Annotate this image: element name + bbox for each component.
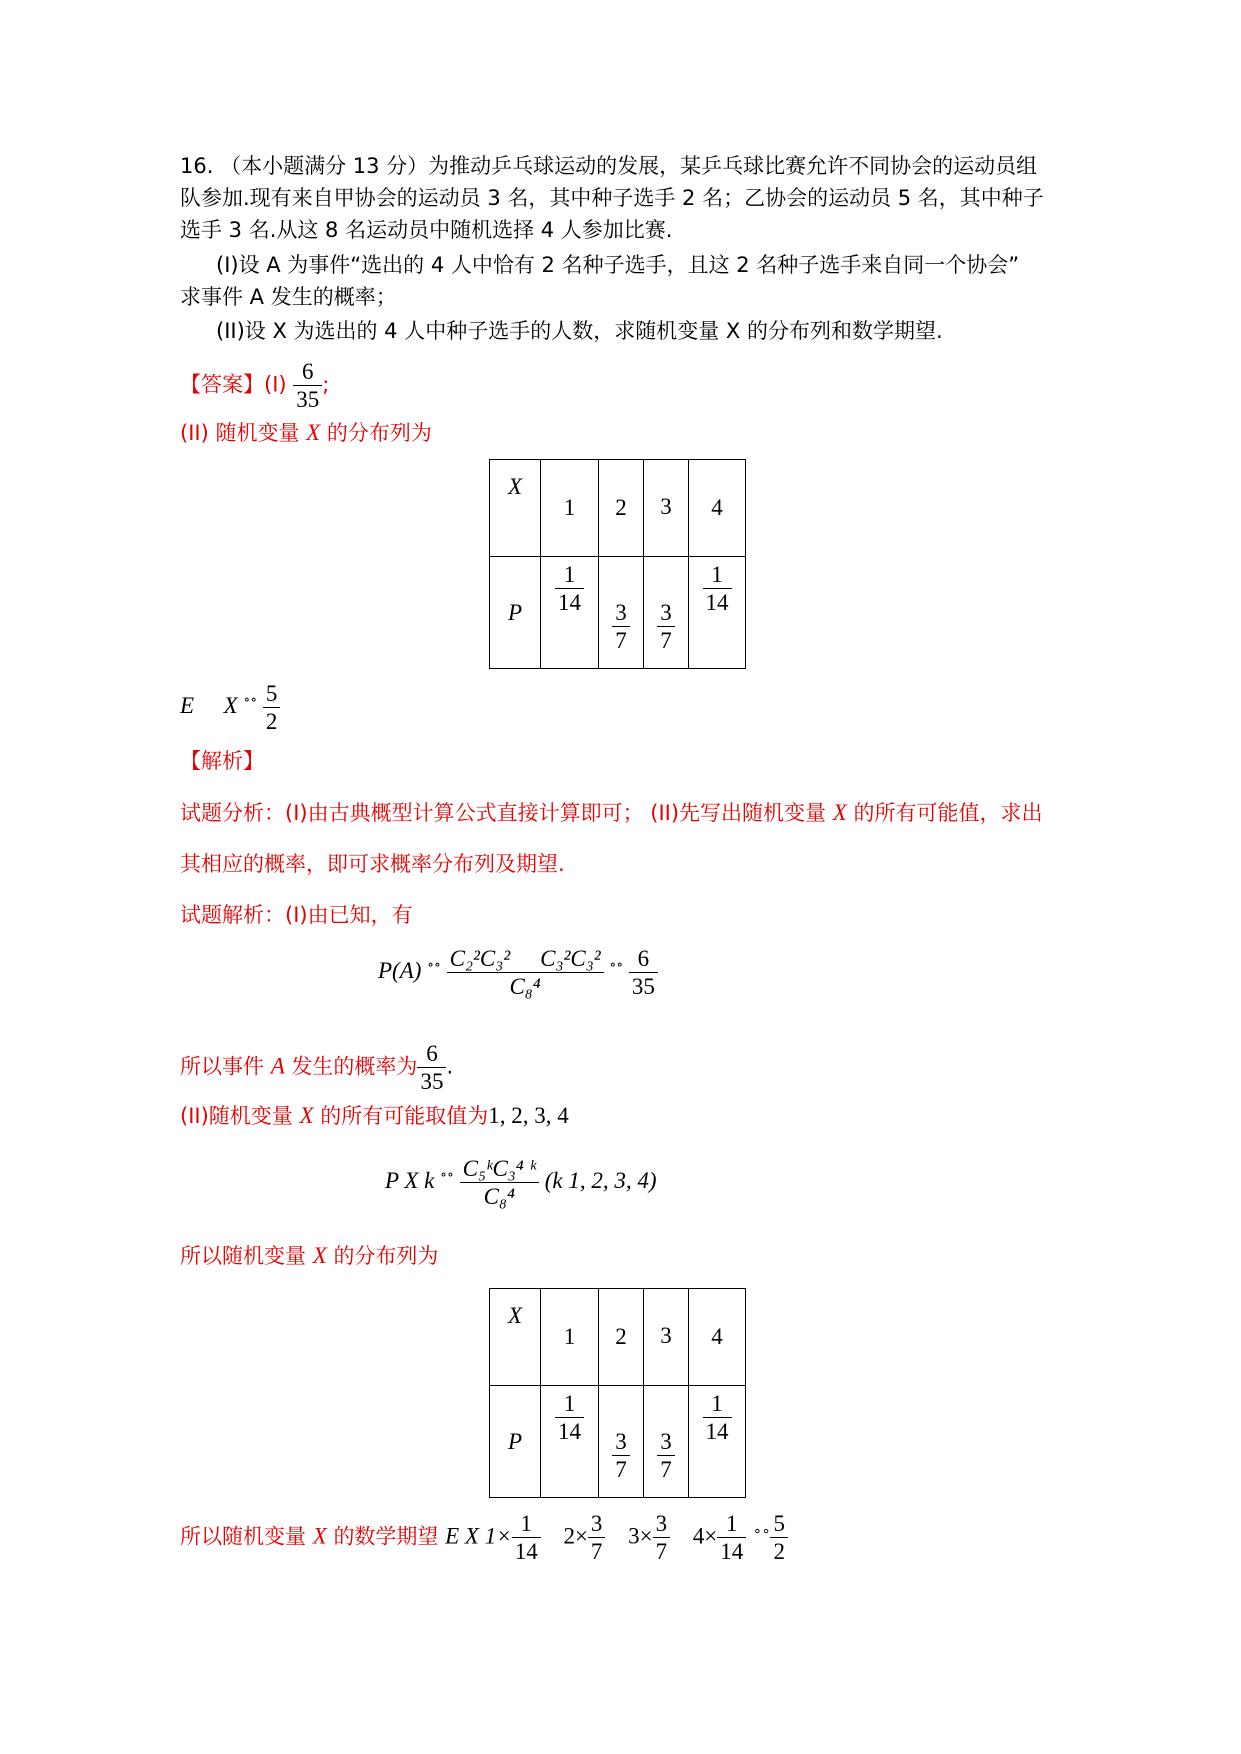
problem-part1-line-1: (I)设 A 为事件“选出的 4 人中恰有 2 名种子选手，且这 2 名种子选手来自同一个协会” bbox=[216, 253, 1020, 277]
problem-line-3: 选手 3 名.从这 8 名运动员中随机选择 4 人参加比赛. bbox=[180, 218, 673, 242]
table-value-4: 4 bbox=[689, 460, 746, 557]
table-value-1: 1 bbox=[541, 1289, 599, 1386]
table-value-3: 3 bbox=[644, 1289, 689, 1386]
table-prob-4: $\frac{1}{14}$ bbox=[689, 557, 746, 669]
pa-fraction: $\frac{\text{C₂²C₃² C₃²C₃²}}{\text{C₈⁴}}$ bbox=[447, 945, 604, 1000]
table-value-3: 3 bbox=[644, 460, 689, 557]
analysis-hint-line-1: 试题分析：(I)由古典概型计算公式直接计算即可； (II)先写出随机变量 X 的所有可能值，求出 bbox=[180, 800, 1043, 825]
formula-pk: P X k ∘∘ $\frac{\text{C₅ᵏC₃⁴ ᵏ}}{\text{C₈⁴}}$ (k 1, 2, 3, 4) bbox=[385, 1156, 657, 1209]
answer-label: 【答案】(I) bbox=[180, 372, 287, 397]
table-prob-4: $\frac{1}{14}$ bbox=[689, 1386, 746, 1498]
table-header-x: X bbox=[490, 460, 541, 557]
analysis-expectation: 所以随机变量 X 的数学期望 E X 1× $\frac{1}{14}$ 2× $\frac{3}{7}$ 3× $\frac{3}{7}$ 4× $\frac{1}{14}$ ∘∘ $\frac{5}{2}$ bbox=[180, 1510, 788, 1565]
answer-part1 bbox=[180, 358, 329, 413]
distribution-table-answer bbox=[489, 459, 746, 669]
problem-line-1: 16. （本小题满分 13 分）为推动乒乓球运动的发展，某乒乓球比赛允许不同协会的运动员组 bbox=[180, 154, 1038, 178]
answer-part2-heading bbox=[180, 417, 432, 449]
table-value-2: 2 bbox=[599, 1289, 644, 1386]
formula-pa: P(A) ∘∘ $\frac{\text{C₂²C₃² C₃²C₃²}}{\text{C₈⁴}}$ ∘∘ $\frac{6}{35}$ bbox=[378, 945, 658, 1000]
answer-part2-prefix: (II) 随机变量 bbox=[180, 421, 300, 445]
table-prob-2: $\frac{3}{7}$ bbox=[599, 557, 644, 669]
table-prob-1: $\frac{1}{14}$ bbox=[541, 557, 599, 669]
table-value-4: 4 bbox=[689, 1289, 746, 1386]
table-header-x: X bbox=[490, 1289, 541, 1386]
fraction-numerator: 6 bbox=[293, 358, 322, 386]
table-prob-3: $\frac{3}{7}$ bbox=[644, 1386, 689, 1498]
analysis-solution-intro: 试题解析：(I)由已知，有 bbox=[180, 903, 413, 927]
pa-result-fraction: $\frac{6}{35}$ bbox=[629, 945, 658, 1000]
answer-var: X bbox=[306, 420, 321, 445]
table-prob-2: $\frac{3}{7}$ bbox=[599, 1386, 644, 1498]
table-header-p: P bbox=[490, 557, 541, 669]
problem-part2: (II)设 X 为选出的 4 人中种子选手的人数，求随机变量 X 的分布列和数学期望. bbox=[216, 319, 943, 343]
distribution-table-solution bbox=[489, 1288, 746, 1498]
answer-part1-tail: ; bbox=[322, 372, 330, 397]
problem-line-2: 队参加.现有来自甲协会的运动员 3 名，其中种子选手 2 名；乙协会的运动员 5 名，其中种子 bbox=[180, 186, 1044, 210]
analysis-dist-heading: 所以随机变量 X 的分布列为 bbox=[180, 1243, 439, 1268]
expectation-fraction: $\frac{5}{2}$ bbox=[263, 680, 281, 735]
analysis-hint-line-2: 其相应的概率，即可求概率分布列及期望. bbox=[180, 852, 565, 876]
table-header-p: P bbox=[490, 1386, 541, 1498]
answer-part2-suffix: 的分布列为 bbox=[326, 421, 432, 445]
analysis-conclusion: 所以事件 A 发生的概率为 $\frac{6}{35}$ . bbox=[180, 1041, 454, 1094]
table-value-2: 2 bbox=[599, 460, 644, 557]
answer-part1-fraction bbox=[293, 358, 322, 413]
table-prob-3: $\frac{3}{7}$ bbox=[644, 557, 689, 669]
pk-fraction: $\frac{\text{C₅ᵏC₃⁴ ᵏ}}{\text{C₈⁴}}$ bbox=[460, 1155, 539, 1210]
fraction-denominator: 35 bbox=[296, 387, 320, 412]
analysis-label: 【解析】 bbox=[180, 749, 264, 773]
analysis-values: (II)随机变量 X 的所有可能取值为1, 2, 3, 4 bbox=[180, 1103, 569, 1128]
answer-expectation: E X ∘∘ $\frac{5}{2}$ bbox=[180, 680, 280, 735]
table-prob-1: $\frac{1}{14}$ bbox=[541, 1386, 599, 1498]
problem-part1-line-2: 求事件 A 发生的概率； bbox=[180, 285, 397, 309]
table-value-1: 1 bbox=[541, 460, 599, 557]
